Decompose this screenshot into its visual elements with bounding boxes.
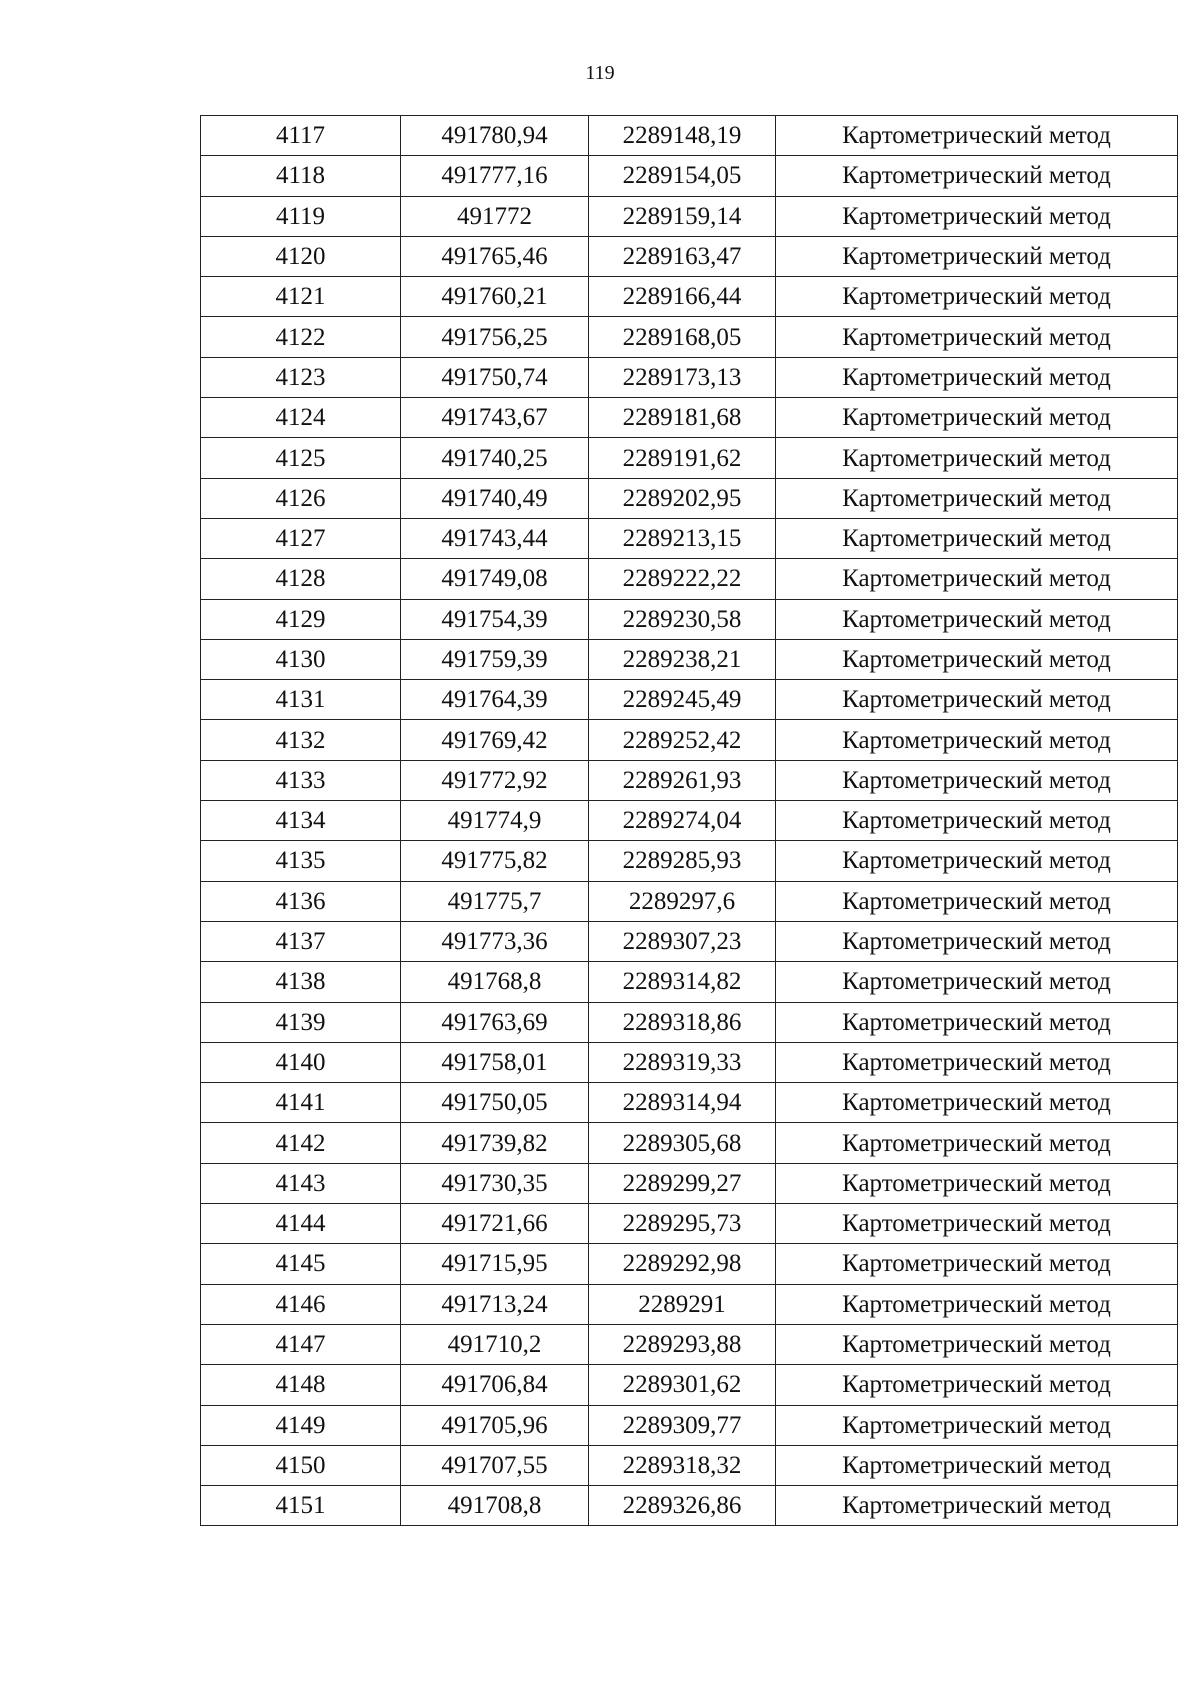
y-coordinate-cell: 2289318,32 [589, 1445, 776, 1485]
method-cell: Картометрический метод [776, 559, 1178, 599]
table-row [201, 1486, 1178, 1526]
x-coordinate-cell: 491772 [401, 196, 589, 236]
table-row [201, 1002, 1178, 1042]
table-row [201, 518, 1178, 558]
table-row [201, 1244, 1178, 1284]
x-coordinate-cell: 491749,08 [401, 559, 589, 599]
method-cell: Картометрический метод [776, 116, 1178, 156]
point-number-cell: 4140 [201, 1042, 401, 1082]
table-row [201, 720, 1178, 760]
table-row [201, 196, 1178, 236]
method-cell: Картометрический метод [776, 760, 1178, 800]
y-coordinate-cell: 2289148,19 [589, 116, 776, 156]
point-number-cell: 4136 [201, 881, 401, 921]
x-coordinate-cell: 491730,35 [401, 1163, 589, 1203]
y-coordinate-cell: 2289292,98 [589, 1244, 776, 1284]
method-cell: Картометрический метод [776, 720, 1178, 760]
y-coordinate-cell: 2289285,93 [589, 841, 776, 881]
y-coordinate-cell: 2289202,95 [589, 478, 776, 518]
method-cell: Картометрический метод [776, 962, 1178, 1002]
table-row [201, 1042, 1178, 1082]
x-coordinate-cell: 491780,94 [401, 116, 589, 156]
point-number-cell: 4141 [201, 1083, 401, 1123]
method-cell: Картометрический метод [776, 639, 1178, 679]
page-number: 119 [585, 62, 615, 84]
method-cell: Картометрический метод [776, 1163, 1178, 1203]
point-number-cell: 4119 [201, 196, 401, 236]
table-row [201, 1365, 1178, 1405]
method-cell: Картометрический метод [776, 1365, 1178, 1405]
y-coordinate-cell: 2289191,62 [589, 438, 776, 478]
y-coordinate-cell: 2289230,58 [589, 599, 776, 639]
y-coordinate-cell: 2289319,33 [589, 1042, 776, 1082]
point-number-cell: 4120 [201, 236, 401, 276]
y-coordinate-cell: 2289238,21 [589, 639, 776, 679]
point-number-cell: 4139 [201, 1002, 401, 1042]
y-coordinate-cell: 2289293,88 [589, 1324, 776, 1364]
method-cell: Картометрический метод [776, 478, 1178, 518]
table-row [201, 599, 1178, 639]
x-coordinate-cell: 491706,84 [401, 1365, 589, 1405]
method-cell: Картометрический метод [776, 881, 1178, 921]
table-row [201, 116, 1178, 156]
y-coordinate-cell: 2289252,42 [589, 720, 776, 760]
method-cell: Картометрический метод [776, 1284, 1178, 1324]
x-coordinate-cell: 491715,95 [401, 1244, 589, 1284]
x-coordinate-cell: 491773,36 [401, 921, 589, 961]
y-coordinate-cell: 2289295,73 [589, 1204, 776, 1244]
x-coordinate-cell: 491740,49 [401, 478, 589, 518]
method-cell: Картометрический метод [776, 357, 1178, 397]
table-row [201, 478, 1178, 518]
x-coordinate-cell: 491772,92 [401, 760, 589, 800]
x-coordinate-cell: 491758,01 [401, 1042, 589, 1082]
x-coordinate-cell: 491743,44 [401, 518, 589, 558]
x-coordinate-cell: 491708,8 [401, 1486, 589, 1526]
x-coordinate-cell: 491768,8 [401, 962, 589, 1002]
y-coordinate-cell: 2289213,15 [589, 518, 776, 558]
x-coordinate-cell: 491710,2 [401, 1324, 589, 1364]
x-coordinate-cell: 491777,16 [401, 156, 589, 196]
y-coordinate-cell: 2289261,93 [589, 760, 776, 800]
x-coordinate-cell: 491760,21 [401, 277, 589, 317]
point-number-cell: 4127 [201, 518, 401, 558]
method-cell: Картометрический метод [776, 1002, 1178, 1042]
y-coordinate-cell: 2289274,04 [589, 801, 776, 841]
method-cell: Картометрический метод [776, 841, 1178, 881]
method-cell: Картометрический метод [776, 317, 1178, 357]
y-coordinate-cell: 2289245,49 [589, 680, 776, 720]
table-row [201, 1284, 1178, 1324]
point-number-cell: 4122 [201, 317, 401, 357]
x-coordinate-cell: 491739,82 [401, 1123, 589, 1163]
x-coordinate-cell: 491754,39 [401, 599, 589, 639]
x-coordinate-cell: 491705,96 [401, 1405, 589, 1445]
table-row [201, 881, 1178, 921]
table-row [201, 1083, 1178, 1123]
point-number-cell: 4131 [201, 680, 401, 720]
method-cell: Картометрический метод [776, 1123, 1178, 1163]
table-row [201, 559, 1178, 599]
y-coordinate-cell: 2289181,68 [589, 398, 776, 438]
table-row [201, 1405, 1178, 1445]
point-number-cell: 4146 [201, 1284, 401, 1324]
table-row [201, 1324, 1178, 1364]
point-number-cell: 4126 [201, 478, 401, 518]
table-row [201, 760, 1178, 800]
y-coordinate-cell: 2289173,13 [589, 357, 776, 397]
coordinates-table [200, 115, 1178, 1526]
table-row [201, 1123, 1178, 1163]
method-cell: Картометрический метод [776, 1405, 1178, 1445]
point-number-cell: 4137 [201, 921, 401, 961]
point-number-cell: 4150 [201, 1445, 401, 1485]
table-row [201, 438, 1178, 478]
method-cell: Картометрический метод [776, 921, 1178, 961]
y-coordinate-cell: 2289309,77 [589, 1405, 776, 1445]
table-row [201, 317, 1178, 357]
table-row [201, 277, 1178, 317]
point-number-cell: 4147 [201, 1324, 401, 1364]
point-number-cell: 4138 [201, 962, 401, 1002]
y-coordinate-cell: 2289168,05 [589, 317, 776, 357]
coordinates-table-body [201, 116, 1178, 1526]
method-cell: Картометрический метод [776, 1324, 1178, 1364]
x-coordinate-cell: 491759,39 [401, 639, 589, 679]
method-cell: Картометрический метод [776, 801, 1178, 841]
table-row [201, 156, 1178, 196]
method-cell: Картометрический метод [776, 599, 1178, 639]
table-row [201, 1445, 1178, 1485]
point-number-cell: 4135 [201, 841, 401, 881]
x-coordinate-cell: 491713,24 [401, 1284, 589, 1324]
method-cell: Картометрический метод [776, 1445, 1178, 1485]
x-coordinate-cell: 491774,9 [401, 801, 589, 841]
table-row [201, 962, 1178, 1002]
table-row [201, 236, 1178, 276]
x-coordinate-cell: 491750,05 [401, 1083, 589, 1123]
table-row [201, 921, 1178, 961]
y-coordinate-cell: 2289301,62 [589, 1365, 776, 1405]
method-cell: Картометрический метод [776, 156, 1178, 196]
table-row [201, 680, 1178, 720]
point-number-cell: 4121 [201, 277, 401, 317]
table-row [201, 801, 1178, 841]
point-number-cell: 4149 [201, 1405, 401, 1445]
x-coordinate-cell: 491769,42 [401, 720, 589, 760]
point-number-cell: 4132 [201, 720, 401, 760]
x-coordinate-cell: 491765,46 [401, 236, 589, 276]
method-cell: Картометрический метод [776, 1083, 1178, 1123]
point-number-cell: 4151 [201, 1486, 401, 1526]
point-number-cell: 4125 [201, 438, 401, 478]
point-number-cell: 4134 [201, 801, 401, 841]
x-coordinate-cell: 491743,67 [401, 398, 589, 438]
method-cell: Картометрический метод [776, 438, 1178, 478]
method-cell: Картометрический метод [776, 518, 1178, 558]
point-number-cell: 4117 [201, 116, 401, 156]
method-cell: Картометрический метод [776, 1244, 1178, 1284]
y-coordinate-cell: 2289326,86 [589, 1486, 776, 1526]
method-cell: Картометрический метод [776, 277, 1178, 317]
point-number-cell: 4142 [201, 1123, 401, 1163]
y-coordinate-cell: 2289299,27 [589, 1163, 776, 1203]
point-number-cell: 4130 [201, 639, 401, 679]
method-cell: Картометрический метод [776, 1042, 1178, 1082]
y-coordinate-cell: 2289307,23 [589, 921, 776, 961]
table-row [201, 841, 1178, 881]
x-coordinate-cell: 491756,25 [401, 317, 589, 357]
x-coordinate-cell: 491721,66 [401, 1204, 589, 1244]
y-coordinate-cell: 2289318,86 [589, 1002, 776, 1042]
x-coordinate-cell: 491763,69 [401, 1002, 589, 1042]
method-cell: Картометрический метод [776, 236, 1178, 276]
point-number-cell: 4143 [201, 1163, 401, 1203]
point-number-cell: 4129 [201, 599, 401, 639]
x-coordinate-cell: 491764,39 [401, 680, 589, 720]
point-number-cell: 4144 [201, 1204, 401, 1244]
y-coordinate-cell: 2289314,82 [589, 962, 776, 1002]
y-coordinate-cell: 2289297,6 [589, 881, 776, 921]
table-row [201, 398, 1178, 438]
y-coordinate-cell: 2289291 [589, 1284, 776, 1324]
point-number-cell: 4123 [201, 357, 401, 397]
x-coordinate-cell: 491750,74 [401, 357, 589, 397]
point-number-cell: 4118 [201, 156, 401, 196]
table-row [201, 357, 1178, 397]
point-number-cell: 4148 [201, 1365, 401, 1405]
point-number-cell: 4128 [201, 559, 401, 599]
x-coordinate-cell: 491775,7 [401, 881, 589, 921]
point-number-cell: 4145 [201, 1244, 401, 1284]
method-cell: Картометрический метод [776, 196, 1178, 236]
y-coordinate-cell: 2289305,68 [589, 1123, 776, 1163]
x-coordinate-cell: 491707,55 [401, 1445, 589, 1485]
x-coordinate-cell: 491775,82 [401, 841, 589, 881]
y-coordinate-cell: 2289154,05 [589, 156, 776, 196]
table-row [201, 639, 1178, 679]
x-coordinate-cell: 491740,25 [401, 438, 589, 478]
method-cell: Картометрический метод [776, 398, 1178, 438]
method-cell: Картометрический метод [776, 1486, 1178, 1526]
table-row [201, 1163, 1178, 1203]
method-cell: Картометрический метод [776, 1204, 1178, 1244]
y-coordinate-cell: 2289222,22 [589, 559, 776, 599]
y-coordinate-cell: 2289166,44 [589, 277, 776, 317]
y-coordinate-cell: 2289163,47 [589, 236, 776, 276]
y-coordinate-cell: 2289314,94 [589, 1083, 776, 1123]
y-coordinate-cell: 2289159,14 [589, 196, 776, 236]
method-cell: Картометрический метод [776, 680, 1178, 720]
point-number-cell: 4124 [201, 398, 401, 438]
table-row [201, 1204, 1178, 1244]
point-number-cell: 4133 [201, 760, 401, 800]
